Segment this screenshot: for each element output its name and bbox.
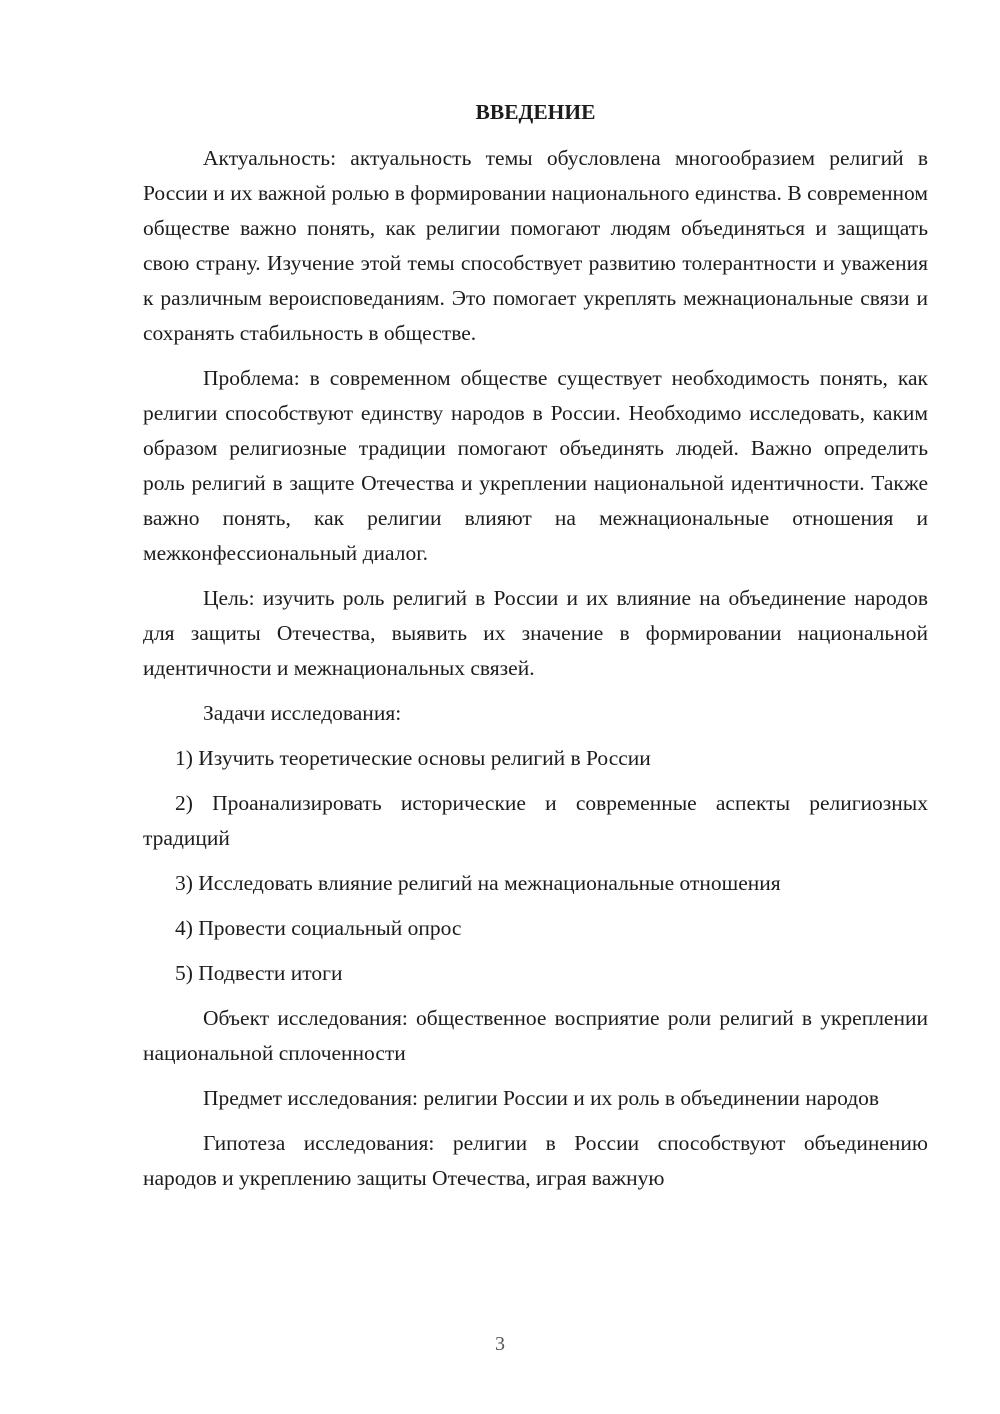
list-item: 2) Проанализировать исторические и современные аспекты религиозных традиций [143, 791, 928, 850]
paragraph-goal: Цель: изучить роль религий в России и их влияние на объединение народов для защиты Отечества, выявить их значение в формировании национальной идентичности и межнациональных связей. [143, 586, 928, 680]
paragraph-hypothesis: Гипотеза исследования: религии в России способствуют объединению народов и укреплению защиты Отечества, играя важную [143, 1131, 928, 1190]
list-item: 1) Изучить теоретические основы религий в России [175, 746, 651, 770]
list-item: 3) Исследовать влияние религий на межнациональные отношения [175, 871, 781, 895]
paragraph-object: Объект исследования: общественное восприятие роли религий в укреплении национальной сплоченности [143, 1006, 928, 1065]
paragraph-relevance: Актуальность: актуальность темы обусловлена многообразием религий в России и их важной ролью в формировании национального единства. В современном обществе важно понять, как религии помогают людям объединяться и защищать свою страну. Изучение этой темы способствует развитию толерантности и уважения к различным вероисповеданиям. Это помогает укреплять межнациональные связи и сохранять стабильность в обществе. [143, 146, 928, 345]
paragraph-subject: Предмет исследования: религии России и их роль в объединении народов [203, 1086, 880, 1110]
section-title: ВВЕДЕНИЕ [475, 100, 596, 124]
tasks-heading: Задачи исследования: [203, 701, 402, 725]
paragraph-problem: Проблема: в современном обществе существует необходимость понять, как религии способствуют единству народов в России. Необходимо исследовать, каким образом религиозные традиции помогают объединять людей. Важно определить роль религий в защите Отечества и укреплении национальной идентичности. Также важно понять, как религии влияют на межнациональные отношения и межконфессиональный диалог. [143, 366, 928, 565]
list-item: 5) Подвести итоги [175, 961, 343, 985]
list-item: 4) Провести социальный опрос [175, 916, 462, 940]
document-page [143, 95, 928, 1206]
page-number: 3 [495, 1333, 505, 1355]
